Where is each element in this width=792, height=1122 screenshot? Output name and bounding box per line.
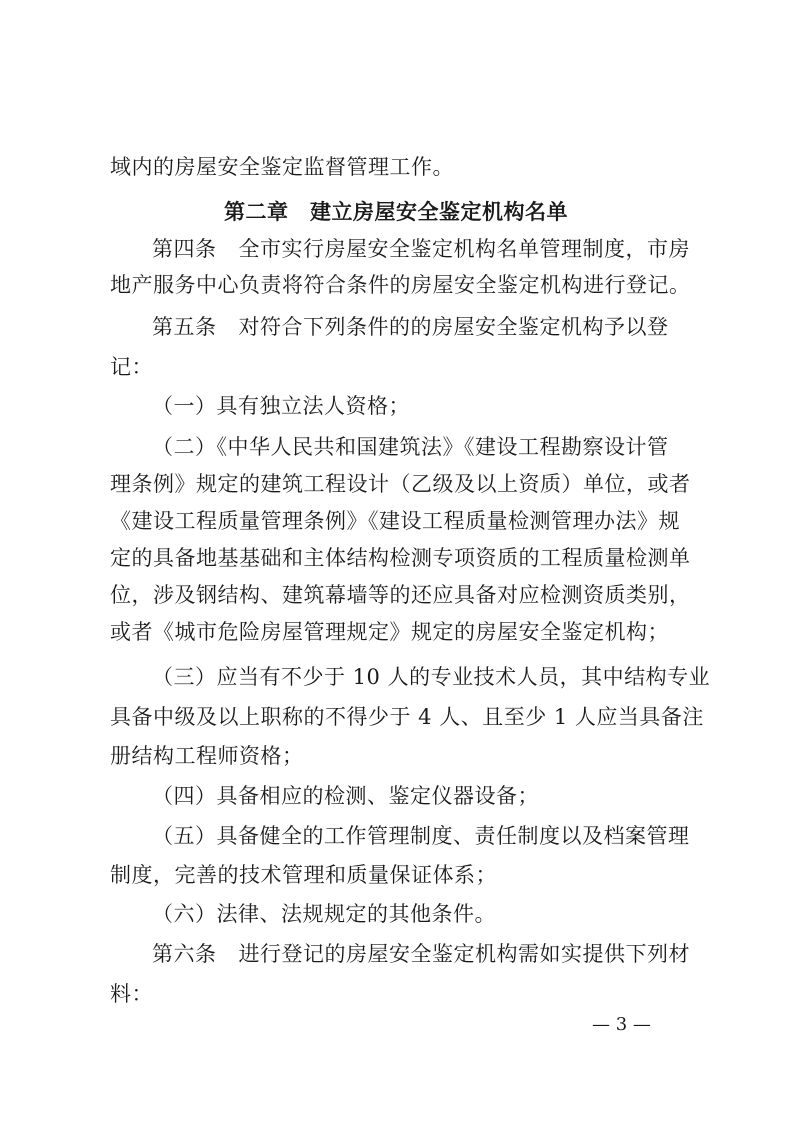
item-2-line-5: 位，涉及钢结构、建筑幕墙等的还应具备对应检测资质类别， (110, 583, 691, 607)
item-2-line-6: 或者《城市危险房屋管理规定》规定的房屋安全鉴定机构； (110, 620, 669, 644)
article-4-text: 全市实行房屋安全鉴定机构名单管理制度，市房 (238, 237, 690, 261)
item-5-line-2: 制度，完善的技术管理和质量保证体系； (110, 863, 497, 887)
item-6: （六）法律、法规规定的其他条件。 (152, 902, 496, 926)
chapter-heading: 第二章 建立房屋安全鉴定机构名单 (224, 200, 568, 224)
article-4-line-2: 地产服务中心负责将符合条件的房屋安全鉴定机构进行登记。 (110, 273, 691, 297)
article-6-text: 进行登记的房屋安全鉴定机构需如实提供下列材 (238, 942, 690, 966)
article-6-line-2: 料： (110, 982, 153, 1006)
article-5-line-1 (152, 312, 700, 342)
article-5-line-2: 记： (110, 355, 153, 379)
item-1: （一）具有独立法人资格； (152, 394, 410, 418)
article-5-label: 第五条 (152, 315, 217, 339)
item-2-line-3: 《建设工程质量管理条例》《建设工程质量检测管理办法》规 (110, 509, 680, 533)
article-5-text: 对符合下列条件的的房屋安全鉴定机构予以登 (238, 315, 669, 339)
article-6-label: 第六条 (152, 942, 217, 966)
item-3-line-1: （三）应当有不少于 10 人的专业技术人员，其中结构专业 (152, 665, 711, 689)
article-6-line-1 (152, 939, 700, 969)
item-2-line-1: （二）《中华人民共和国建筑法》《建设工程勘察设计管 (152, 435, 669, 459)
item-4: （四）具备相应的检测、鉴定仪器设备； (152, 784, 539, 808)
page-number: — 3 — (592, 1014, 651, 1035)
article-4-label: 第四条 (152, 237, 217, 261)
article-4-line-1 (152, 234, 700, 264)
text-line: 域内的房屋安全鉴定监督管理工作。 (110, 155, 454, 179)
item-2-line-2: 理条例》规定的建筑工程设计（乙级及以上资质）单位，或者 (110, 472, 691, 496)
item-3-line-2: 具备中级及以上职称的不得少于 4 人、且至少 1 人应当具备注 (110, 705, 704, 729)
item-3-line-3: 册结构工程师资格； (110, 744, 304, 768)
item-5-line-1: （五）具备健全的工作管理制度、责任制度以及档案管理 (152, 824, 690, 848)
item-2-line-4: 定的具备地基基础和主体结构检测专项资质的工程质量检测单 (110, 546, 691, 570)
